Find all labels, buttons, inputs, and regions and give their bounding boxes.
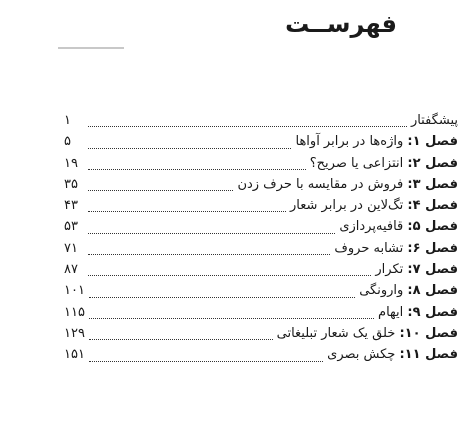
toc-chapter-number: فصل ۵: (407, 219, 458, 235)
toc-chapter-number: فصل ۴: (407, 198, 458, 214)
toc-dot-leader (88, 232, 335, 234)
toc-chapter-number: فصل ۱: (407, 134, 458, 150)
toc-dot-leader (89, 338, 273, 340)
toc-dot-leader (88, 210, 286, 212)
toc-entry (64, 302, 458, 323)
toc-entry-label (277, 323, 458, 344)
toc-chapter-number: فصل ۱۱: (399, 347, 458, 363)
toc-dot-leader (89, 296, 355, 298)
toc-chapter-number: فصل ۶: (407, 240, 458, 256)
toc-chapter-title: تشابه حروف (334, 240, 404, 256)
toc-page-number: ۸۷ (64, 262, 78, 278)
toc-chapter-title: تگ‌لاین در برابر شعار (290, 198, 404, 214)
toc-page-number: ۱۲۹ (64, 325, 85, 341)
toc-page-number: ۱۱۵ (64, 304, 85, 320)
toc-page-number: ۷۱ (64, 240, 78, 256)
toc-entry-label (378, 302, 458, 323)
toc-chapter-number: فصل ۹: (407, 304, 458, 320)
toc-entry (64, 110, 458, 131)
toc-entry-label (334, 238, 458, 259)
toc-chapter-title: قافیه‌پردازی (339, 219, 404, 235)
toc-chapter-title: فروش در مقایسه با حرف زدن (237, 176, 404, 192)
page-title: فهرســت (285, 10, 397, 38)
toc-entry-label (310, 153, 458, 174)
toc-dot-leader (88, 189, 233, 191)
toc-entry-label (411, 110, 458, 131)
toc-chapter-title: وارونگی (359, 283, 404, 299)
toc-page-number: ۱۰۱ (64, 283, 85, 299)
toc-entry (64, 323, 458, 344)
toc-chapter-number: فصل ۸: (407, 283, 458, 299)
toc-page-number: ۴۳ (64, 198, 78, 214)
toc-entry-label (290, 195, 458, 216)
toc-page-number: ۵۳ (64, 219, 78, 235)
toc-chapter-number: فصل ۳: (407, 176, 458, 192)
toc-entry (64, 259, 458, 280)
toc-entry-label (327, 344, 458, 365)
toc-dot-leader (88, 274, 371, 276)
toc-chapter-title: تکرار (375, 262, 404, 278)
toc-chapter-title: پیشگفتار (410, 113, 458, 128)
toc-dot-leader (88, 253, 330, 255)
toc-chapter-number: فصل ۷: (407, 262, 458, 278)
toc-entry (64, 195, 458, 216)
toc-entry (64, 280, 458, 301)
toc-chapter-number: فصل ۲: (407, 155, 458, 171)
toc-chapter-title: واژه‌ها در برابر آواها (295, 134, 404, 150)
toc-dot-leader (88, 125, 407, 127)
toc-entry (64, 131, 458, 152)
toc-entry-label (295, 131, 458, 152)
toc-dot-leader (89, 360, 323, 362)
toc-entry (64, 174, 458, 195)
toc-entry-label (375, 259, 458, 280)
toc-dot-leader (89, 317, 374, 319)
toc-entry (64, 344, 458, 365)
title-underline (58, 47, 124, 49)
toc-chapter-title: ایهام (378, 304, 404, 320)
toc-entry (64, 238, 458, 259)
toc-chapter-title: چکش بصری (327, 347, 396, 363)
toc-page-number: ۳۵ (64, 176, 78, 192)
toc-entry (64, 216, 458, 237)
toc-dot-leader (88, 147, 291, 149)
toc-entry-label (359, 280, 458, 301)
toc-page-number: ۵ (64, 134, 71, 150)
toc-entry-label (339, 216, 458, 237)
toc-chapter-title: خلق یک شعار تبلیغاتی (276, 325, 396, 341)
toc-chapter-number: فصل ۱۰: (399, 325, 458, 341)
toc-dot-leader (88, 168, 306, 170)
toc-page-number: ۱ (64, 113, 71, 128)
table-of-contents (64, 110, 458, 366)
toc-page-number: ۱۵۱ (64, 347, 85, 363)
toc-page-number: ۱۹ (64, 155, 78, 171)
toc-entry-label (237, 174, 458, 195)
toc-chapter-title: انتزاعی یا صریح؟ (309, 155, 404, 171)
toc-entry (64, 153, 458, 174)
